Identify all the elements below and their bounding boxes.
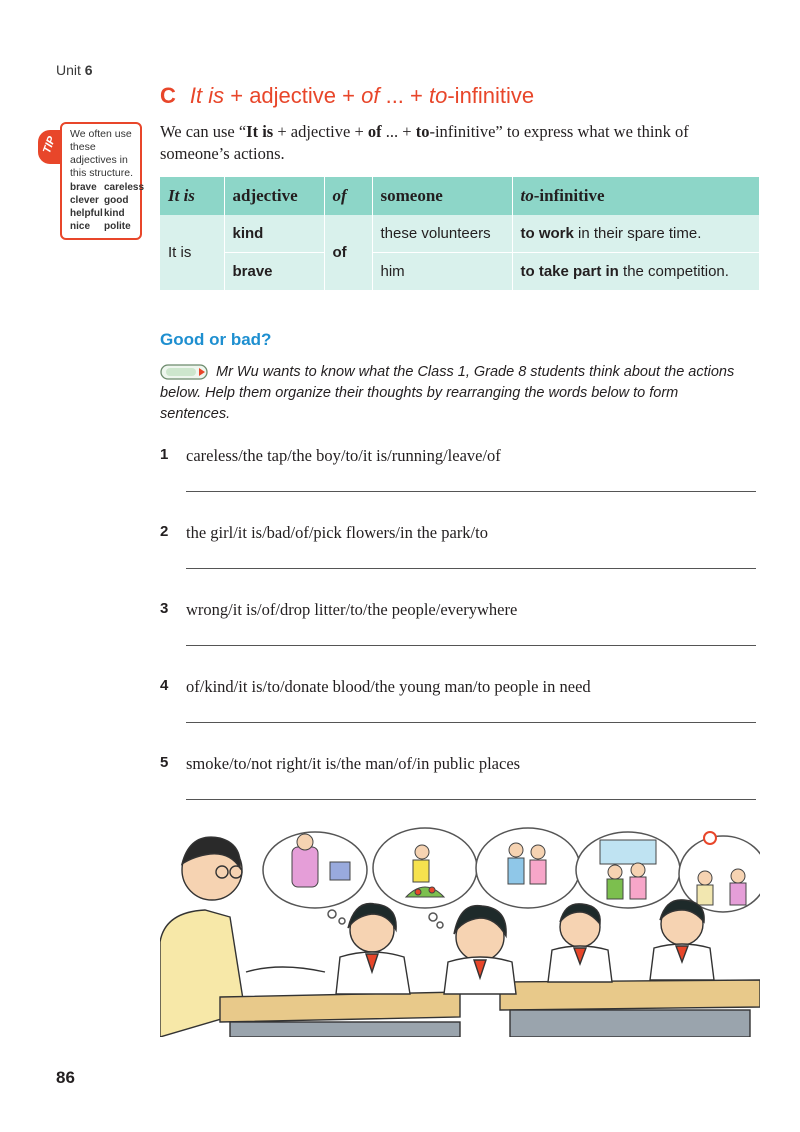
unit-label: Unit 6 — [56, 62, 93, 78]
question-number: 2 — [160, 523, 169, 540]
cell-infinitive: to take part in the competition. — [512, 253, 760, 291]
classroom-illustration — [160, 822, 760, 1037]
section-title: C It is + adjective + of ... + to-infinitive — [160, 83, 535, 108]
table-row — [160, 253, 760, 291]
header-to-infinitive: to-infinitive — [512, 177, 760, 215]
question-text: the girl/it is/bad/of/pick flowers/in the park/to — [186, 523, 488, 542]
cell-of: of — [324, 215, 372, 291]
answer-line[interactable] — [186, 799, 756, 800]
cell-adjective: brave — [224, 253, 324, 291]
grammar-table — [160, 177, 760, 291]
header-adjective: adjective — [224, 177, 324, 215]
cell-someone: him — [372, 253, 512, 291]
tip-word-list — [70, 181, 145, 233]
tip-content — [60, 122, 145, 240]
exercise-title: Good or bad? — [160, 330, 272, 349]
tip-text: We often use these adjectives in this structure. — [70, 128, 134, 179]
header-someone: someone — [372, 177, 512, 215]
table-header-row — [160, 177, 760, 215]
question-number: 4 — [160, 677, 169, 694]
question-text: careless/the tap/the boy/to/it is/running/leave/of — [186, 446, 501, 465]
tip-word: careless — [104, 182, 145, 193]
header-of: of — [324, 177, 372, 215]
answer-line[interactable] — [186, 491, 756, 492]
question-text: wrong/it is/of/drop litter/to/the people/everywhere — [186, 600, 518, 619]
exercise-instruction: Mr Wu wants to know what the Class 1, Grade 8 students think about the actions below. Help them organize their thoughts by rearranging the words below to form sentences. — [160, 364, 735, 422]
intro-text: We can use “It is + adjective + of ... + to-infinitive” to express what we think of someone’s actions. — [160, 122, 689, 163]
answer-line[interactable] — [186, 722, 756, 723]
tip-word: polite — [104, 221, 131, 232]
header-it-is: It is — [160, 177, 224, 215]
table-row — [160, 215, 760, 253]
question-number: 3 — [160, 600, 169, 617]
unit-number: 6 — [84, 62, 93, 78]
page-number: 86 — [56, 1068, 75, 1087]
question-number: 1 — [160, 446, 169, 463]
answer-line[interactable] — [186, 645, 756, 646]
cell-it-is: It is — [160, 215, 224, 291]
section-letter: C — [160, 83, 176, 108]
tip-word: brave — [70, 182, 97, 193]
question-number: 5 — [160, 754, 169, 771]
tip-word: kind — [104, 208, 125, 219]
answer-line[interactable] — [186, 568, 756, 569]
tip-word: nice — [70, 221, 91, 232]
tip-flag: TIP — [38, 130, 62, 164]
tip-box — [32, 122, 150, 247]
tip-word: clever — [70, 195, 99, 206]
cell-adjective: kind — [224, 215, 324, 253]
tip-word: helpful — [70, 208, 103, 219]
tip-word: good — [104, 195, 129, 206]
cell-someone: these volunteers — [372, 215, 512, 253]
question-text: smoke/to/not right/it is/the man/of/in public places — [186, 754, 521, 773]
question-text: of/kind/it is/to/donate blood/the young man/to people in need — [186, 677, 591, 696]
cell-infinitive: to work in their spare time. — [512, 215, 760, 253]
